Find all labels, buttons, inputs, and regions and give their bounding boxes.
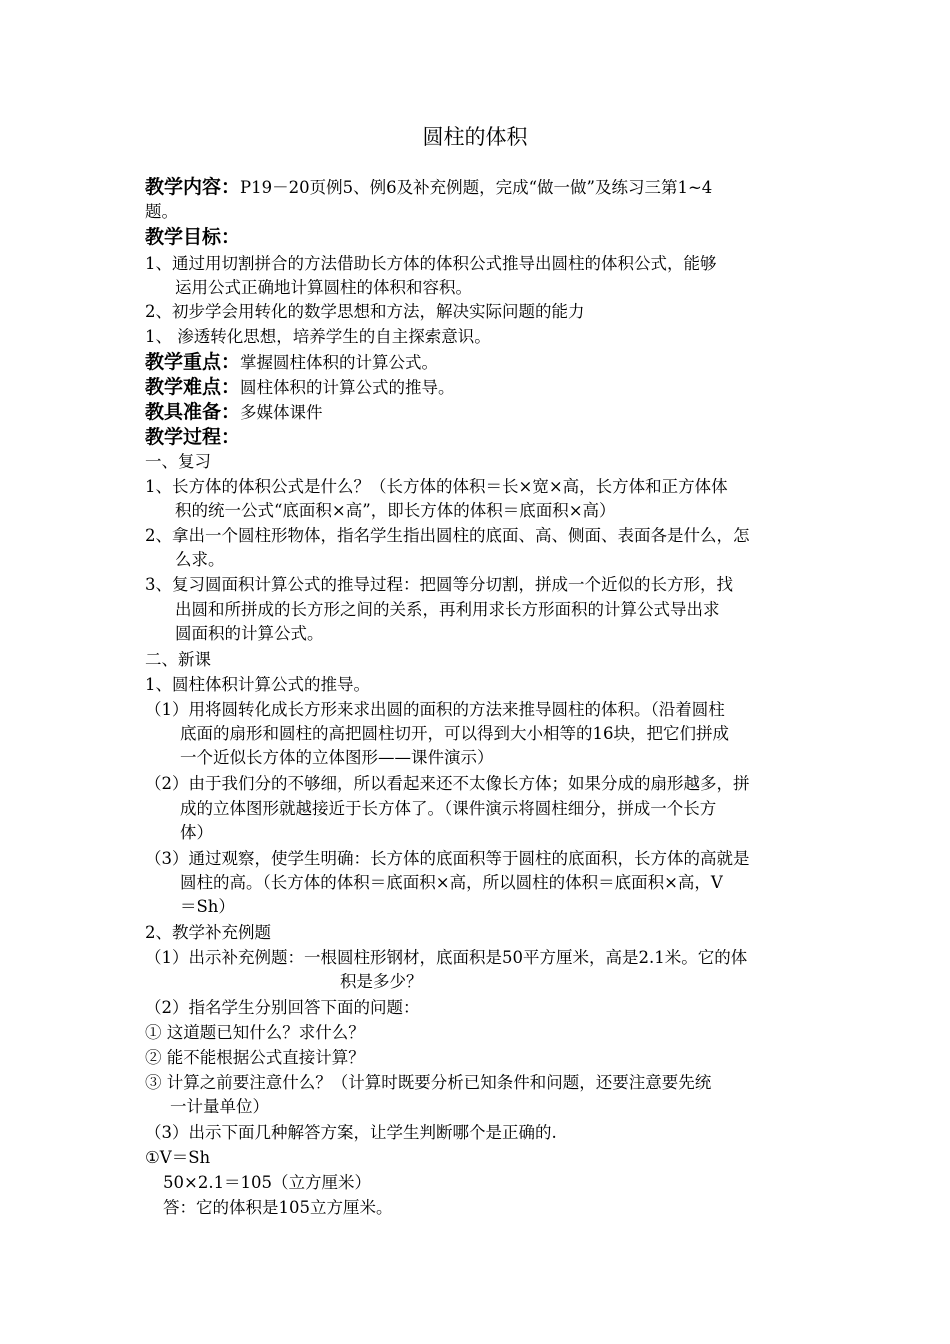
question-3: ③ 计算之前要注意什么？（计算时既要分析已知条件和问题，还要注意要先统 bbox=[145, 1073, 712, 1092]
new-item-2b: （2）指名学生分别回答下面的问题： bbox=[145, 998, 420, 1017]
goal-1-cont: 运用公式正确地计算圆柱的体积和容积。 bbox=[175, 278, 472, 297]
review-item-3: 3、复习圆面积计算公式的推导过程：把圆等分切割，拼成一个近似的长方形，找 bbox=[145, 575, 733, 594]
new-item-1b: （2）由于我们分的不够细，所以看起来还不太像长方体；如果分成的扇形越多，拼 bbox=[145, 774, 750, 793]
review-item-2-cont: 么求。 bbox=[175, 550, 225, 569]
question-1: ① 这道题已知什么？求什么？ bbox=[145, 1023, 365, 1042]
teaching-content-label: 教学内容： bbox=[145, 176, 241, 198]
tools-text: 多媒体课件 bbox=[240, 403, 323, 422]
new-lesson-heading: 二、新课 bbox=[145, 650, 211, 669]
key-point-line bbox=[145, 350, 950, 375]
review-heading: 一、复习 bbox=[145, 452, 211, 471]
new-item-1b-cont-1: 成的立体图形就越接近于长方体了。（课件演示将圆柱细分，拼成一个长方 bbox=[180, 799, 717, 818]
solution-calculation: 50×2.1＝105（立方厘米） bbox=[163, 1173, 372, 1192]
new-item-2c: （3）出示下面几种解答方案，让学生判断哪个是正确的. bbox=[145, 1123, 557, 1142]
new-item-1c-cont-2: ＝Sh） bbox=[180, 897, 235, 916]
new-item-2a: （1）出示补充例题：一根圆柱形钢材，底面积是50平方厘米，高是2.1米。它的体 bbox=[145, 948, 748, 967]
new-item-2a-cont: 积是多少？ bbox=[340, 972, 423, 991]
teaching-content-cont: 题。 bbox=[145, 202, 178, 221]
goal-2: 2、初步学会用转化的数学思想和方法，解决实际问题的能力 bbox=[145, 302, 585, 321]
new-item-1a: （1）用将圆转化成长方形来求出圆的面积的方法来推导圆柱的体积。（沿着圆柱 bbox=[145, 700, 725, 719]
tools-line bbox=[145, 400, 950, 425]
new-item-1a-cont-1: 底面的扇形和圆柱的高把圆柱切开，可以得到大小相等的16块，把它们拼成 bbox=[180, 724, 729, 743]
difficulty-text: 圆柱体积的计算公式的推导。 bbox=[240, 378, 455, 397]
question-2: ② 能不能根据公式直接计算？ bbox=[145, 1048, 365, 1067]
teaching-content-text: P19－20页例5、例6及补充例题，完成“做一做”及练习三第1~4 bbox=[240, 178, 713, 197]
new-item-1a-cont-2: 一个近似长方体的立体图形——课件演示） bbox=[180, 748, 494, 767]
review-item-3-cont-1: 出圆和所拼成的长方形之间的关系，再利用求长方形面积的计算公式导出求 bbox=[175, 600, 720, 619]
new-item-1c-cont-1: 圆柱的高。（长方体的体积＝底面积×高，所以圆柱的体积＝底面积×高，V bbox=[180, 873, 723, 892]
review-item-1-cont: 积的统一公式“底面积×高”，即长方体的体积＝底面积×高） bbox=[175, 501, 616, 520]
solution-formula: ①V＝Sh bbox=[145, 1148, 211, 1167]
solution-answer: 答：它的体积是105立方厘米。 bbox=[163, 1198, 393, 1217]
difficulty-label: 教学难点： bbox=[145, 376, 241, 398]
review-item-2: 2、拿出一个圆柱形物体，指名学生指出圆柱的底面、高、侧面、表面各是什么，怎 bbox=[145, 526, 750, 545]
page-title: 圆柱的体积 bbox=[422, 125, 528, 149]
tools-label: 教具准备： bbox=[145, 401, 241, 423]
new-item-1: 1、圆柱体积计算公式的推导。 bbox=[145, 675, 370, 694]
goal-3: 1、 渗透转化思想，培养学生的自主探索意识。 bbox=[145, 327, 491, 346]
new-item-1b-cont-2: 体） bbox=[180, 823, 213, 842]
question-3-cont: 一计量单位） bbox=[170, 1097, 269, 1116]
difficulty-line bbox=[145, 375, 950, 400]
new-item-2: 2、教学补充例题 bbox=[145, 923, 271, 942]
goal-1: 1、通过用切割拼合的方法借助长方体的体积公式推导出圆柱的体积公式，能够 bbox=[145, 254, 717, 273]
key-point-label: 教学重点： bbox=[145, 351, 241, 373]
review-item-1: 1、长方体的体积公式是什么？（长方体的体积＝长×宽×高，长方体和正方体体 bbox=[145, 477, 728, 496]
process-label: 教学过程： bbox=[145, 426, 241, 448]
new-item-1c: （3）通过观察，使学生明确：长方体的底面积等于圆柱的底面积，长方体的高就是 bbox=[145, 849, 750, 868]
key-point-text: 掌握圆柱体积的计算公式。 bbox=[240, 353, 439, 372]
teaching-content-line bbox=[145, 175, 950, 200]
teaching-goals-label: 教学目标： bbox=[145, 226, 241, 248]
review-item-3-cont-2: 圆面积的计算公式。 bbox=[175, 624, 324, 643]
